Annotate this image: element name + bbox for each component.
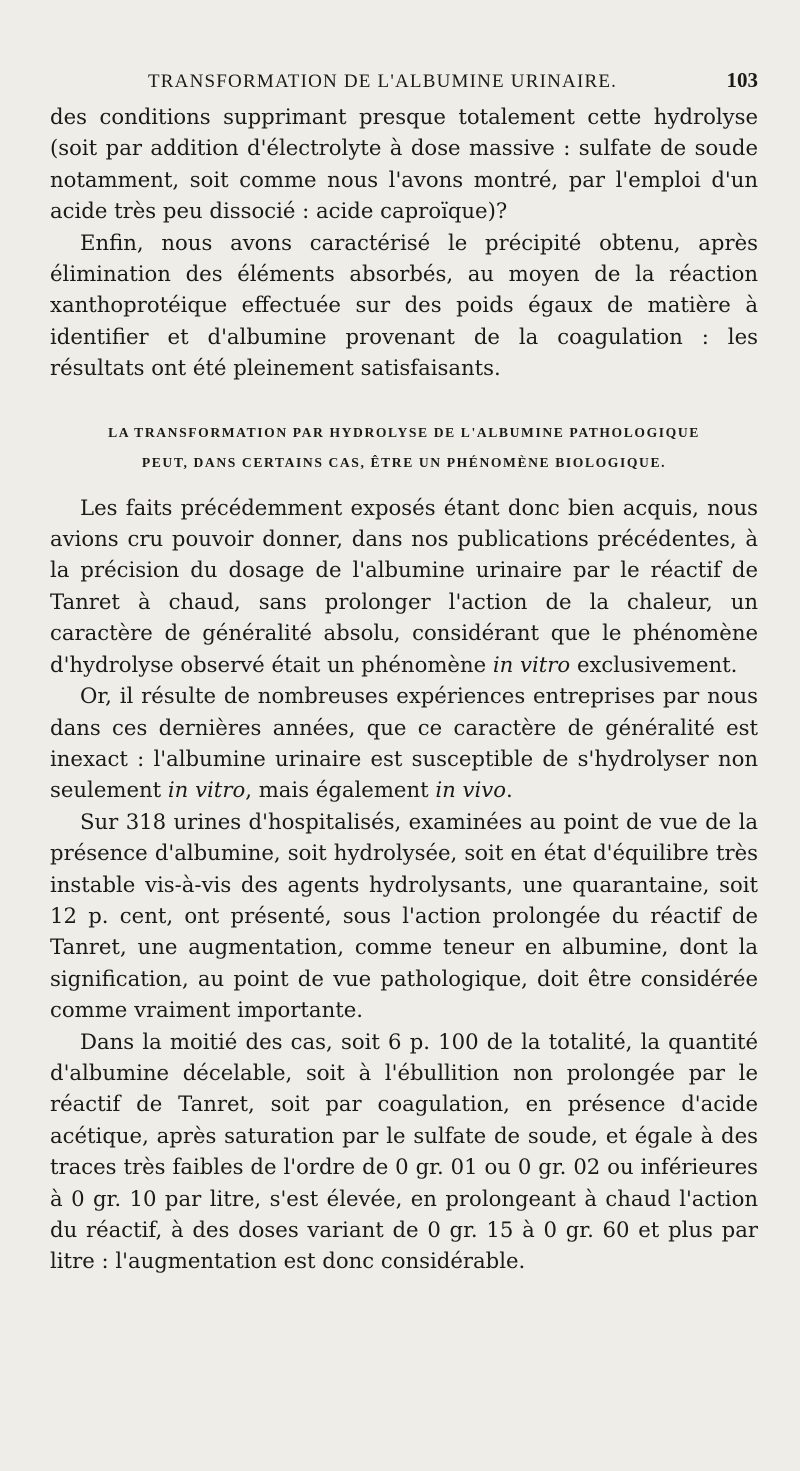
paragraph-4-text-b: , mais également bbox=[245, 777, 436, 803]
paragraph-4 bbox=[50, 680, 758, 806]
paragraph-4-text-c: . bbox=[506, 777, 513, 803]
paragraph-1: des conditions supprimant presque totalement cette hydrolyse (soit par addition d'électrolyte à dose massive : sulfate de soude notamment, soit comme nous l'avons montré, par l'emploi d'un acide très peu dissocié : acide caproïque)? bbox=[50, 104, 758, 224]
paragraph-3 bbox=[50, 492, 758, 680]
paragraph-4-text-a: Or, il résulte de nombreuses expériences entreprises par nous dans ces dernières années, que ce caractère de généralité est inexact : l'albumine urinaire est susceptible de s'hydrolyser non seulement bbox=[50, 683, 758, 803]
running-title: TRANSFORMATION DE L'ALBUMINE URINAIRE. bbox=[148, 71, 618, 92]
paragraph-6: Dans la moitié des cas, soit 6 p. 100 de la totalité, la quantité d'albumine décelable, soit à l'ébullition non prolongée par le réactif de Tanret, soit par coagulation, en présence d'acide acétique, après saturation par le sulfate de soude, et égale à des traces très faibles de l'ordre de 0 gr. 01 ou 0 gr. 02 ou inférieures à 0 gr. 10 par litre, s'est élevée, en prolongeant à chaud l'action du réactif, à des doses variant de 0 gr. 15 à 0 gr. 60 et plus par litre : l'augmentation est donc considérable. bbox=[50, 1028, 758, 1274]
section-heading-line-1: LA TRANSFORMATION PAR HYDROLYSE DE L'ALBUMINE PATHOLOGIQUE bbox=[108, 424, 700, 440]
running-head bbox=[50, 68, 758, 93]
paragraph-4-italic-1: in vitro bbox=[167, 777, 246, 803]
paragraph-2: Enfin, nous avons caractérisé le précipité obtenu, après élimination des éléments absorbés, au moyen de la réaction xanthoprotéique effectuée sur des poids égaux de matière à identifier et d'albumine provenant de la coagulation : les résultats ont été pleinement satisfaisants. bbox=[50, 229, 758, 381]
paragraph-3-text-b: exclusivement. bbox=[570, 651, 738, 677]
paragraph-4-italic-2: in vivo bbox=[435, 777, 507, 803]
paragraph-5: Sur 318 urines d'hospitalisés, examinées au point de vue de la présence d'albumine, soit hydrolysée, soit en état d'équilibre très instable vis-à-vis des agents hydrolysants, une quarantaine, soit 12 p. cent, ont présenté, sous l'action prolongée du réactif de Tanret, une augmentation, comme teneur en albumine, dont la signification, au point de vue pathologique, doit être considérée comme vraiment importante. bbox=[50, 808, 758, 1023]
section-heading-line-2: PEUT, DANS CERTAINS CAS, ÊTRE UN PHÉNOMÈNE BIOLOGIQUE. bbox=[141, 454, 667, 470]
paragraph-3-text-a: Les faits précédemment exposés étant donc bien acquis, nous avions cru pouvoir donner, dans nos publications précédentes, à la précision du dosage de l'albumine urinaire par le réactif de Tanret à chaud, sans prolonger l'action de la chaleur, un caractère de généralité absolu, considérant que le phénomène d'hydrolyse observé était un phénomène bbox=[50, 494, 758, 677]
paragraph-3-italic: in vitro bbox=[492, 651, 571, 677]
section-heading bbox=[50, 418, 758, 478]
page-number: 103 bbox=[726, 68, 758, 92]
